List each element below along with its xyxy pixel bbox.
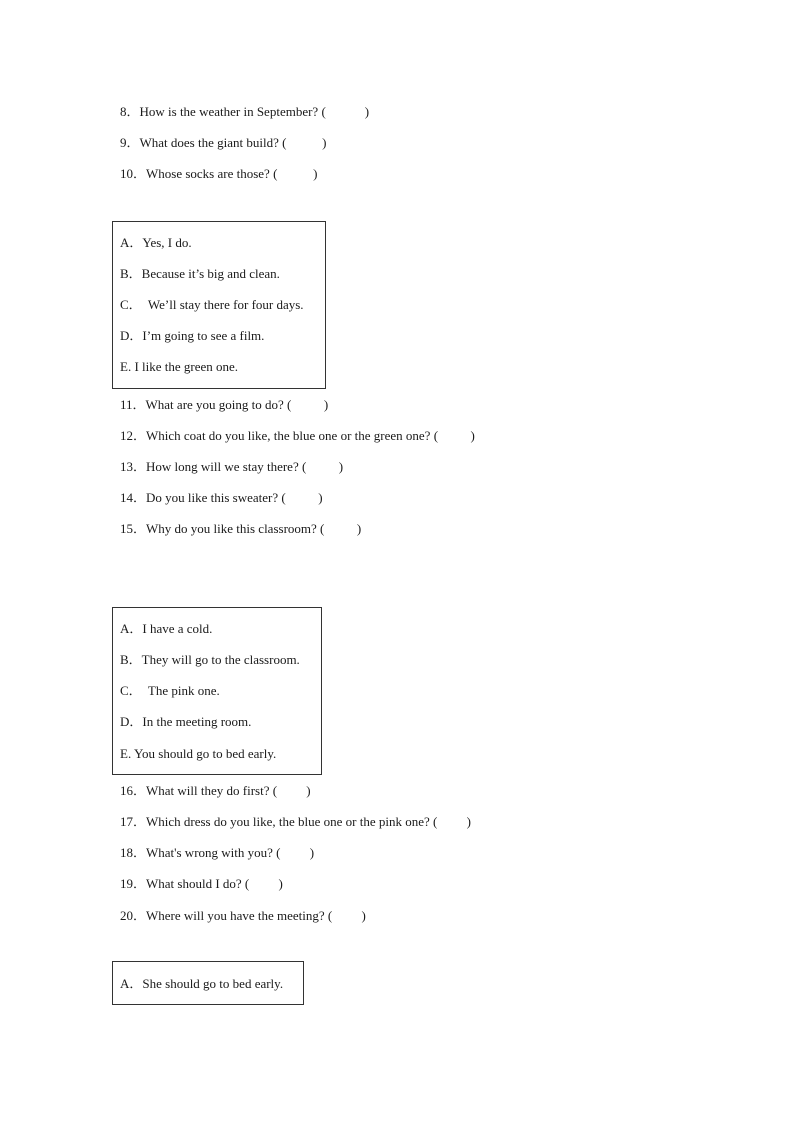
question-14: 14．Do you like this sweater? ( ) bbox=[120, 490, 323, 505]
option-a: A．Yes, I do. bbox=[120, 235, 192, 250]
question-20: 20．Where will you have the meeting? ( ) bbox=[120, 908, 366, 923]
option-c: C． The pink one. bbox=[120, 683, 220, 698]
option-a: A．I have a cold. bbox=[120, 621, 213, 636]
question-9: 9．What does the giant build? ( ) bbox=[120, 135, 327, 150]
options-box-3 bbox=[112, 961, 304, 1005]
option-e: E. You should go to bed early. bbox=[120, 746, 277, 761]
question-8: 8．How is the weather in September? ( ) bbox=[120, 104, 370, 119]
options-box-2 bbox=[112, 607, 322, 775]
question-18: 18．What's wrong with you? ( ) bbox=[120, 845, 315, 860]
question-19: 19．What should I do? ( ) bbox=[120, 876, 283, 891]
option-b: B．Because it’s big and clean. bbox=[120, 266, 280, 281]
question-16: 16．What will they do first? ( ) bbox=[120, 783, 311, 798]
question-10: 10．Whose socks are those? ( ) bbox=[120, 166, 318, 181]
options-box-1 bbox=[112, 221, 326, 389]
question-15: 15．Why do you like this classroom? ( ) bbox=[120, 521, 362, 536]
question-13: 13．How long will we stay there? ( ) bbox=[120, 459, 344, 474]
question-12: 12．Which coat do you like, the blue one or the green one? ( ) bbox=[120, 428, 475, 443]
question-17: 17．Which dress do you like, the blue one or the pink one? ( ) bbox=[120, 814, 471, 829]
question-11: 11．What are you going to do? ( ) bbox=[120, 397, 329, 412]
option-b: B．They will go to the classroom. bbox=[120, 652, 300, 667]
option-d: D．In the meeting room. bbox=[120, 714, 252, 729]
option-a: A．She should go to bed early. bbox=[120, 976, 284, 991]
option-d: D．I’m going to see a film. bbox=[120, 328, 265, 343]
option-e: E. I like the green one. bbox=[120, 359, 239, 374]
option-c: C． We’ll stay there for four days. bbox=[120, 297, 304, 312]
